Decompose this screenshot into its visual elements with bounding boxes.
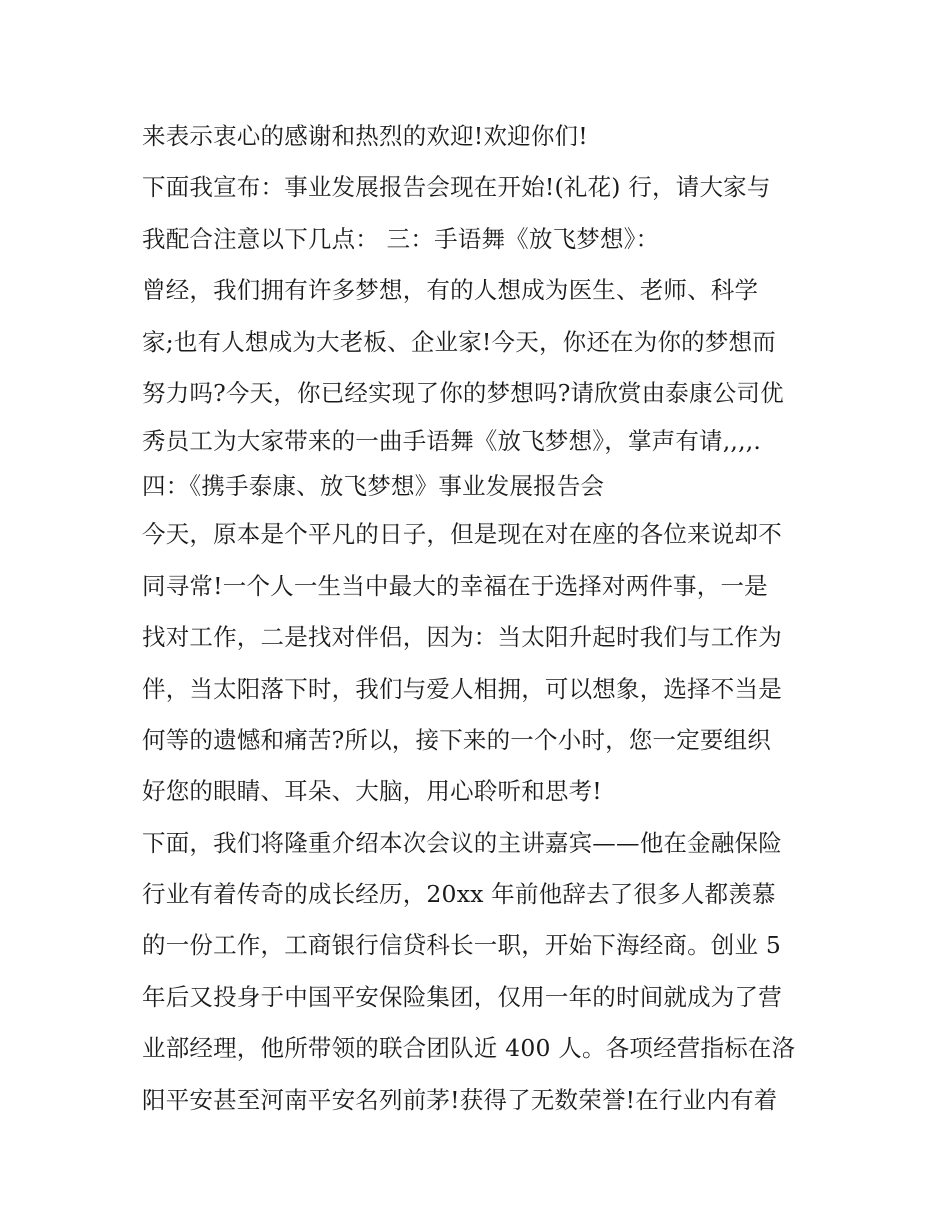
- text-line: 下面我宣布：事业发展报告会现在开始!(礼花) 行，请大家与: [142, 173, 771, 202]
- document-body: [142, 111, 822, 1126]
- text-line: 何等的遗憾和痛苦?所以，接下来的一个小时，您一定要组织: [142, 725, 771, 754]
- text-line: 同寻常!一个人一生当中最大的幸福在于选择对两件事，一是: [142, 571, 768, 600]
- text-line: 的一份工作，工商银行信贷科长一职，开始下海经商。创业 5: [142, 931, 782, 960]
- text-line: 伴，当太阳落下时，我们与爱人相拥，可以想象，选择不当是: [142, 674, 782, 703]
- text-line: 我配合注意以下几点： 三：手语舞《放飞梦想》：: [142, 224, 660, 253]
- section-heading: 四：《携手泰康、放飞梦想》事业发展报告会: [142, 472, 605, 501]
- text-line: 今天，原本是个平凡的日子，但是现在对在座的各位来说却不: [142, 520, 782, 549]
- text-line: 努力吗?今天，你已经实现了你的梦想吗?请欣赏由泰康公司优: [142, 378, 784, 407]
- text-line: 家;也有人想成为大老板、企业家!今天，你还在为你的梦想而: [142, 327, 776, 356]
- text-line: 行业有着传奇的成长经历，20xx 年前他辞去了很多人都羡慕: [142, 880, 776, 909]
- text-line: 年后又投身于中国平安保险集团，仅用一年的时间就成为了营: [142, 982, 782, 1011]
- text-line: 下面，我们将隆重介绍本次会议的主讲嘉宾——他在金融保险: [142, 828, 782, 857]
- text-line: 找对工作，二是找对伴侣，因为：当太阳升起时我们与工作为: [142, 623, 782, 652]
- text-line: 秀员工为大家带来的一曲手语舞《放飞梦想》，掌声有请,,,,.: [142, 427, 762, 456]
- text-line: 业部经理，他所带领的联合团队近 400 人。各项经营指标在洛: [142, 1034, 796, 1063]
- text-line: 曾经，我们拥有许多梦想，有的人想成为医生、老师、科学: [142, 276, 759, 305]
- text-line: 阳平安甚至河南平安名列前茅!获得了无数荣誉!在行业内有着: [142, 1085, 778, 1114]
- text-line: 来表示衷心的感谢和热烈的欢迎!欢迎你们!: [142, 122, 588, 150]
- text-line: 好您的眼睛、耳朵、大脑，用心聆听和思考!: [142, 777, 602, 806]
